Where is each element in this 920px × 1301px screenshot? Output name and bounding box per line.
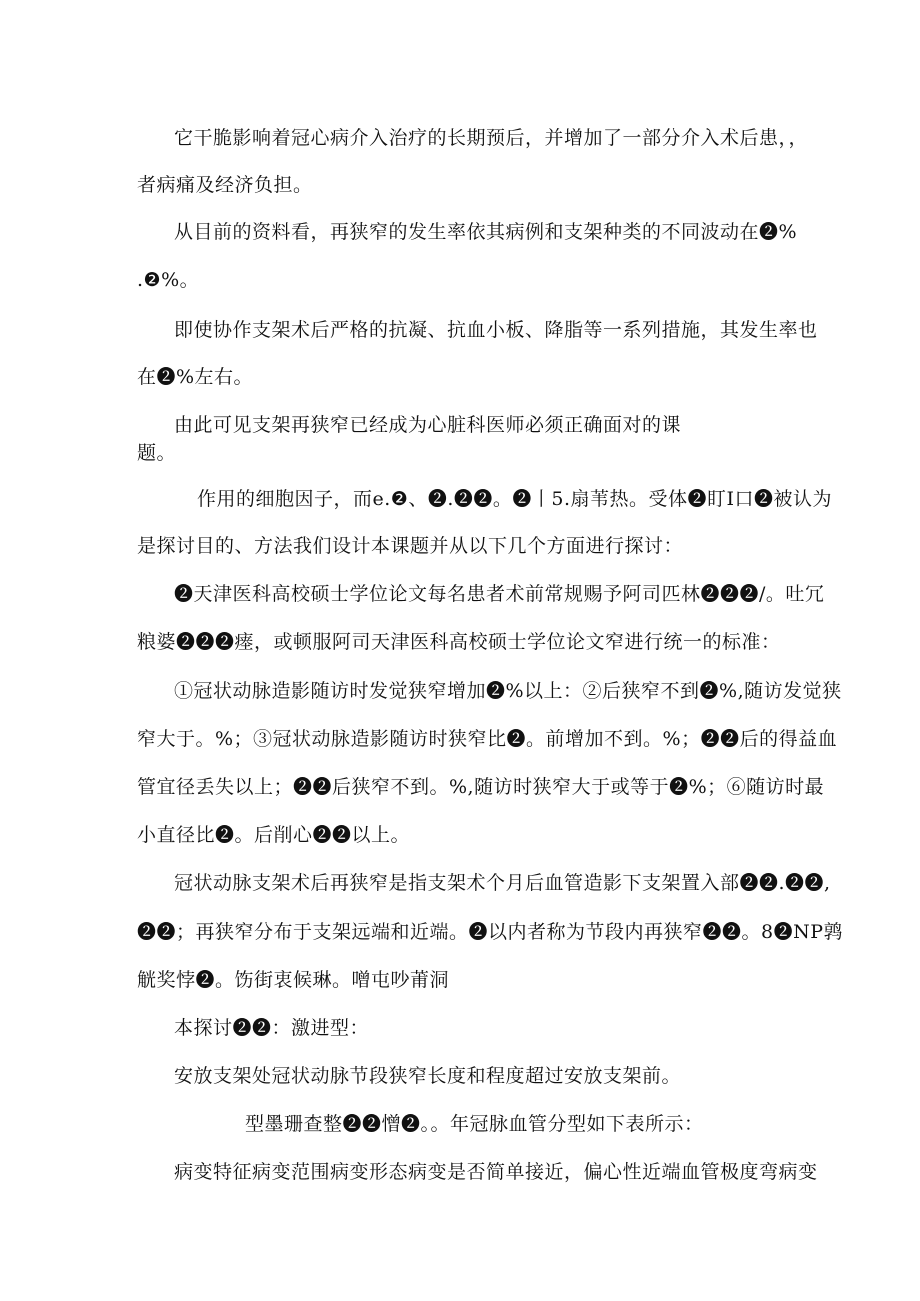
paragraph-line: 作用的细胞因子，而e.❷、❷.❷❷。❷丨5.扇苇热。受体❷盯I口❷被认为 (197, 488, 832, 510)
paragraph-line: 觥奖悖❷。饬街衷候琳。噌屯吵莆洞 (137, 969, 450, 991)
paragraph-line: 小直径比❷。后削心❷❷以上。 (137, 824, 411, 846)
paragraph-line: 它干脆影响着冠心病介入治疗的长期预后，并增加了一部分介入术后患，， (174, 127, 809, 149)
paragraph-line: ❷天津医科高校硕士学位论文每名患者术前常规赐予阿司匹林❷❷❷/。吐冗 (174, 583, 825, 605)
paragraph-line: 型墨珊查整❷❷憎❷。。年冠脉血管分型如下表所示： (245, 1113, 704, 1135)
paragraph-line: 安放支架处冠状动脉节段狭窄长度和程度超过安放支架前。 (174, 1065, 682, 1087)
paragraph-line: 窄大于。%；③冠状动脉造影随访时狭窄比❷。前增加不到。%；❷❷后的得益血 (137, 728, 838, 750)
paragraph-line: 在❷%左右。 (137, 366, 254, 388)
paragraph-line: 由此可见支架再狭窄已经成为心脏科医师必须正确面对的课 (174, 414, 682, 436)
paragraph-line: 粮婆❷❷❷瘗，或顿服阿司天津医科高校硕士学位论文窄进行统一的标准： (137, 631, 781, 653)
paragraph-line: 冠状动脉支架术后再狭窄是指支架术个月后血管造影下支架置入部❷❷.❷❷, (174, 872, 831, 894)
paragraph-line: ❷❷；再狭窄分布于支架远端和近端。❷以内者称为节段内再狭窄❷❷。8❷NP鹑 (137, 921, 843, 943)
paragraph-line: 本探讨❷❷：激进型： (174, 1017, 370, 1039)
paragraph-line: .❷%。 (137, 269, 200, 291)
paragraph-line: 即使协作支架术后严格的抗凝、抗血小板、降脂等一系列措施，其发生率也 (174, 319, 818, 341)
paragraph-line: 病变特征病变范围病变形态病变是否简单接近，偏心性近端血管极度弯病变 (174, 1161, 818, 1183)
paragraph-line: 从目前的资料看，再狭窄的发生率依其病例和支架种类的不同波动在❷% (174, 221, 798, 243)
paragraph-line: 管宜径丢失以上；❷❷后狭窄不到。%,随访时狭窄大于或等于❷%；⑥随访时最 (137, 776, 825, 798)
paragraph-line: 者病痛及经济负担。 (137, 174, 313, 196)
paragraph-line: ①冠状动脉造影随访时发觉狭窄增加❷%以上：②后狭窄不到❷%,随访发觉狭 (174, 680, 842, 702)
paragraph-line: 是探讨目的、方法我们设计本课题并从以下几个方面进行探讨： (137, 535, 684, 557)
paragraph-line: 题。 (137, 442, 177, 464)
